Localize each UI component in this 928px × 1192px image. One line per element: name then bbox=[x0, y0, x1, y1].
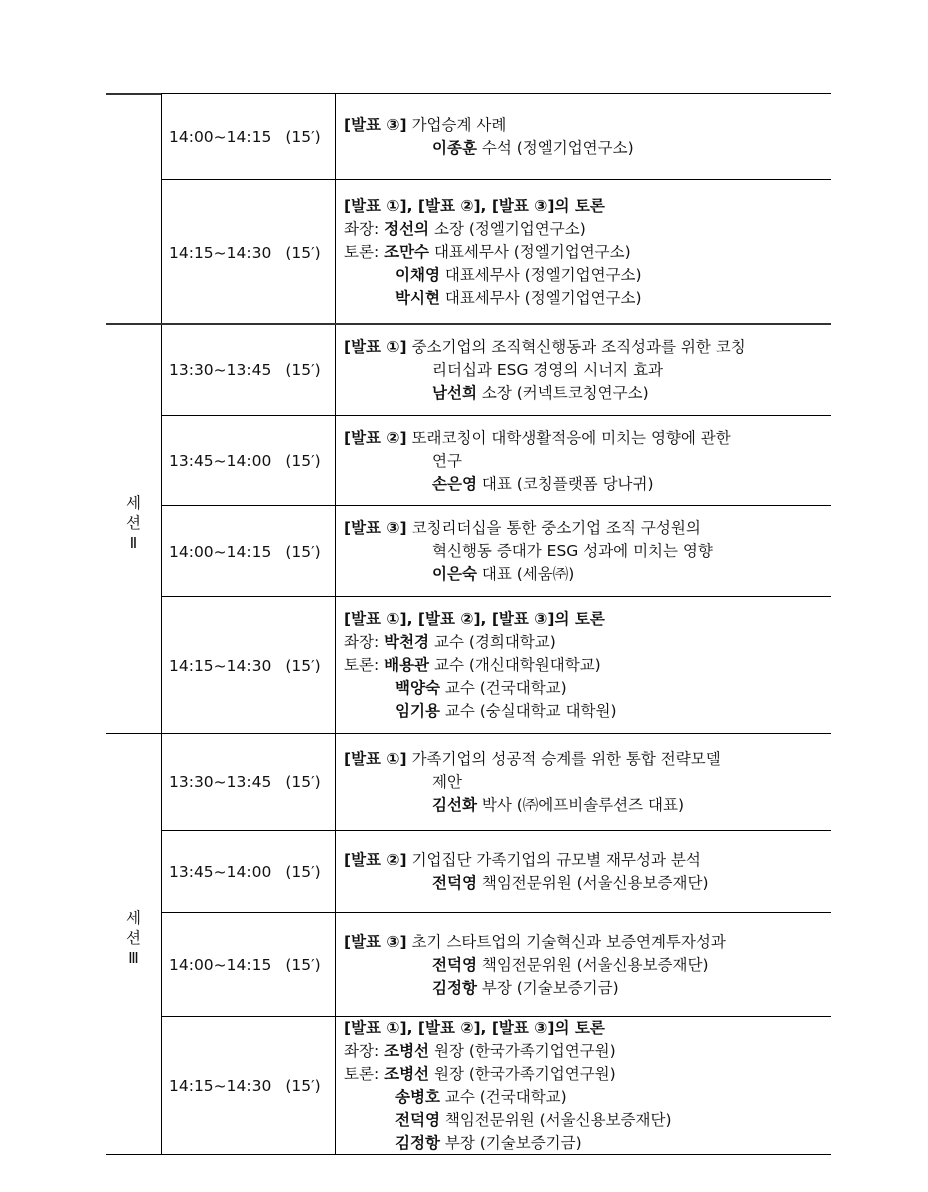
panelist-name: 조병선 bbox=[384, 1065, 430, 1083]
schedule-row bbox=[161, 505, 831, 597]
chair-name: 정선의 bbox=[384, 220, 430, 238]
time-slot: 14:00~14:15 (15′) bbox=[169, 956, 321, 974]
panelist-name: 전덕영 bbox=[395, 1111, 440, 1129]
presenter-name: 이은숙 bbox=[432, 565, 477, 583]
time-slot: 14:00~14:15 (15′) bbox=[169, 542, 321, 561]
panelist-name: 김정항 bbox=[395, 1134, 440, 1152]
discussion-cell: [발표 ①], [발표 ②], [발표 ③]의 토론 좌장: 박천경 교수 (경희대학교) 토론: 배용관 교수 (개신대학원대학교) 백양숙 교수 (건국대학교) 임기용 교수 (숭실대학교 대학원) bbox=[335, 597, 831, 734]
presenter-role: 수석 (정엘기업연구소) bbox=[481, 139, 634, 157]
schedule-row bbox=[161, 325, 831, 415]
time-slot: 14:00~14:15 (15′) bbox=[169, 128, 321, 146]
schedule-row bbox=[161, 734, 831, 830]
schedule-row bbox=[161, 1016, 831, 1155]
presentation-title: 가업승계 사례 bbox=[411, 116, 507, 134]
presenter-name: 남선희 bbox=[432, 383, 477, 402]
schedule-row bbox=[161, 830, 831, 913]
presenter-name: 손은영 bbox=[432, 474, 477, 493]
presentation-cell: [발표 ③] 코칭리더십을 통한 중소기업 조직 구성원의 혁신행동 증대가 ESG 성과에 미치는 영향 이은숙 대표 (세움㈜) bbox=[344, 519, 713, 583]
panelist-name: 백양숙 bbox=[395, 679, 440, 697]
presenter-name: 김정항 bbox=[432, 978, 477, 997]
schedule-row bbox=[161, 596, 831, 734]
presentation-cell: [발표 ③] 초기 스타트업의 기술혁신과 보증연계투자성과 전덕영 책임전문위원 (서울신용보증재단) 김정항 부장 (기술보증기금) bbox=[344, 932, 726, 997]
schedule-row bbox=[161, 415, 831, 506]
time-slot: 14:15~14:30 (15′) bbox=[169, 656, 321, 675]
presenter-name: 이종훈 bbox=[432, 139, 477, 157]
panelist-name: 이채영 bbox=[395, 266, 440, 284]
chair-name: 박천경 bbox=[384, 633, 430, 651]
time-slot: 13:45~14:00 (15′) bbox=[169, 452, 321, 470]
presentation-cell: [발표 ①] 가족기업의 성공적 승계를 위한 통합 전략모델 제안 김선화 박사 (㈜에프비솔루션즈 대표) bbox=[344, 749, 721, 814]
session-label: 세 션 Ⅱ bbox=[126, 494, 141, 552]
time-slot: 14:15~14:30 (15′) bbox=[169, 1077, 321, 1095]
schedule-row bbox=[161, 912, 831, 1017]
time-slot: 13:30~13:45 (15′) bbox=[169, 773, 321, 791]
discussion-heading: [발표 ①], [발표 ②], [발표 ③]의 토론 bbox=[344, 610, 605, 628]
panelist-name: 송병호 bbox=[395, 1088, 440, 1106]
discussion-cell: [발표 ①], [발표 ②], [발표 ③]의 토론 좌장: 조병선 원장 (한국가족기업연구원) 토론: 조병선 원장 (한국가족기업연구원) 송병호 교수 (건국대학교) 전덕영 책임전문위원 (서울신용보증재단) 김정항 부장 (기술보증기금) bbox=[335, 1017, 831, 1155]
presentation-cell: [발표 ①] 중소기업의 조직혁신행동과 조직성과를 위한 코칭 리더십과 ESG 경영의 시너지 효과 남선희 소장 (커넥트코칭연구소) bbox=[344, 337, 746, 402]
table-top-border bbox=[106, 93, 161, 95]
panelist-name: 임기용 bbox=[395, 702, 440, 720]
presentation-cell: [발표 ②] 기업집단 가족기업의 규모별 재무성과 분석 전덕영 책임전문위원 (서울신용보증재단) bbox=[344, 851, 709, 892]
presentation-tag: [발표 ③] bbox=[344, 116, 407, 134]
panelist-name: 배용관 bbox=[384, 656, 430, 674]
chair-name: 조병선 bbox=[384, 1042, 430, 1060]
time-slot: 13:45~14:00 (15′) bbox=[169, 863, 321, 881]
discussion-heading: [발표 ①], [발표 ②], [발표 ③]의 토론 bbox=[344, 197, 605, 215]
schedule-row bbox=[161, 179, 831, 325]
time-slot: 14:15~14:30 (15′) bbox=[169, 243, 321, 262]
presentation-cell: [발표 ②] 또래코칭이 대학생활적응에 미치는 영향에 관한 연구 손은영 대표 (코칭플랫폼 당나귀) bbox=[344, 428, 731, 493]
presentation-cell bbox=[335, 94, 831, 180]
panelist-name: 조만수 bbox=[384, 243, 430, 261]
time-slot: 13:30~13:45 (15′) bbox=[169, 361, 321, 379]
panelist-name: 박시현 bbox=[395, 289, 440, 307]
presenter-name: 전덕영 bbox=[432, 874, 477, 892]
discussion-cell: [발표 ①], [발표 ②], [발표 ③]의 토론 좌장: 정선의 소장 (정엘기업연구소) 토론: 조만수 대표세무사 (정엘기업연구소) 이채영 대표세무사 (정엘기업연구소) 박시현 대표세무사 (정엘기업연구소) bbox=[335, 180, 831, 325]
presenter-name: 전덕영 bbox=[432, 955, 477, 974]
session-label: 세 션 Ⅲ bbox=[126, 909, 141, 967]
discussion-heading: [발표 ①], [발표 ②], [발표 ③]의 토론 bbox=[344, 1019, 605, 1037]
presenter-name: 김선화 bbox=[432, 795, 477, 814]
schedule-row bbox=[161, 93, 831, 180]
